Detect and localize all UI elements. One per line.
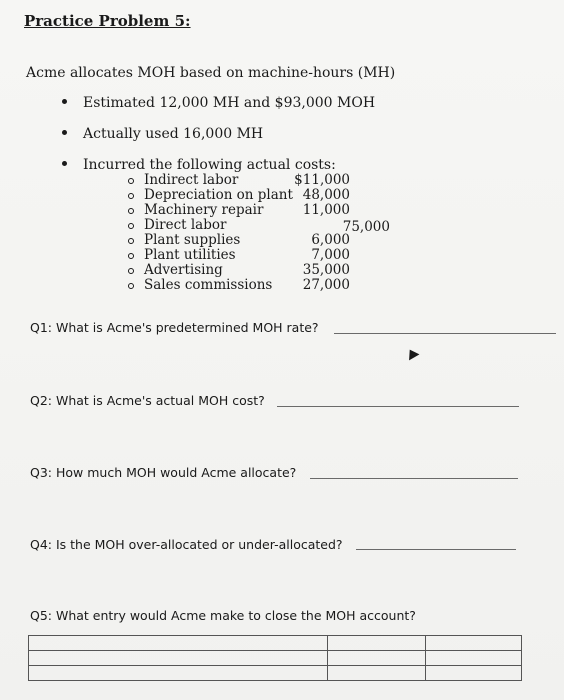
cost-amount: 75,000 — [342, 219, 390, 235]
question-5: Q5: What entry would Acme make to close the MOH account? — [30, 608, 416, 623]
circle-bullet-icon — [128, 283, 134, 289]
bullet-text: Incurred the following actual costs: — [83, 157, 336, 173]
bullet-dot-icon — [62, 130, 67, 135]
cost-row — [128, 278, 398, 293]
circle-bullet-icon — [128, 208, 134, 214]
cost-row — [128, 218, 398, 233]
cost-list — [128, 173, 398, 293]
cost-amount: $11,000 — [294, 172, 350, 188]
cost-amount: 7,000 — [311, 247, 350, 263]
question-3: Q3: How much MOH would Acme allocate? — [30, 465, 297, 480]
cost-amount: 35,000 — [302, 262, 350, 278]
answer-line-1[interactable] — [334, 333, 556, 334]
table-column-divider — [327, 636, 328, 680]
cost-label: Plant utilities — [144, 247, 236, 263]
cost-row — [128, 248, 398, 263]
table-column-divider — [425, 636, 426, 680]
answer-line-2[interactable] — [277, 406, 519, 407]
cost-amount: 27,000 — [302, 277, 350, 293]
mouse-pointer-icon — [405, 347, 420, 361]
bullet-item — [62, 126, 263, 142]
bullet-dot-icon — [62, 99, 67, 104]
cost-row — [128, 263, 398, 278]
cost-row — [128, 203, 398, 218]
table-row-divider — [29, 665, 521, 666]
cost-label: Indirect labor — [144, 172, 239, 188]
question-4: Q4: Is the MOH over-allocated or under-allocated? — [30, 537, 343, 552]
circle-bullet-icon — [128, 253, 134, 259]
circle-bullet-icon — [128, 193, 134, 199]
cost-amount: 11,000 — [302, 202, 350, 218]
table-row-divider — [29, 650, 521, 651]
cost-amount: 48,000 — [302, 187, 350, 203]
journal-entry-table[interactable] — [28, 635, 522, 681]
question-2: Q2: What is Acme's actual MOH cost? — [30, 393, 265, 408]
question-1: Q1: What is Acme's predetermined MOH rate? — [30, 320, 319, 335]
cost-label: Depreciation on plant — [144, 187, 293, 203]
cost-row — [128, 233, 398, 248]
answer-line-3[interactable] — [310, 478, 518, 479]
cost-label: Direct labor — [144, 217, 227, 233]
cost-amount: 6,000 — [311, 232, 350, 248]
cost-label: Sales commissions — [144, 277, 273, 293]
circle-bullet-icon — [128, 223, 134, 229]
answer-line-4[interactable] — [356, 549, 516, 550]
bullet-text: Actually used 16,000 MH — [83, 126, 264, 142]
cost-label: Machinery repair — [144, 202, 264, 218]
page-title: Practice Problem 5: — [24, 12, 191, 30]
bullet-text: Estimated 12,000 MH and $93,000 MOH — [83, 95, 376, 111]
circle-bullet-icon — [128, 268, 134, 274]
cost-label: Advertising — [144, 262, 223, 278]
cost-row — [128, 173, 398, 188]
bullet-dot-icon — [62, 161, 67, 166]
circle-bullet-icon — [128, 238, 134, 244]
cost-row — [128, 188, 398, 203]
circle-bullet-icon — [128, 178, 134, 184]
bullet-item — [62, 157, 336, 173]
intro-text: Acme allocates MOH based on machine-hours (MH) — [26, 65, 396, 81]
bullet-item — [62, 95, 375, 111]
cost-label: Plant supplies — [144, 232, 241, 248]
